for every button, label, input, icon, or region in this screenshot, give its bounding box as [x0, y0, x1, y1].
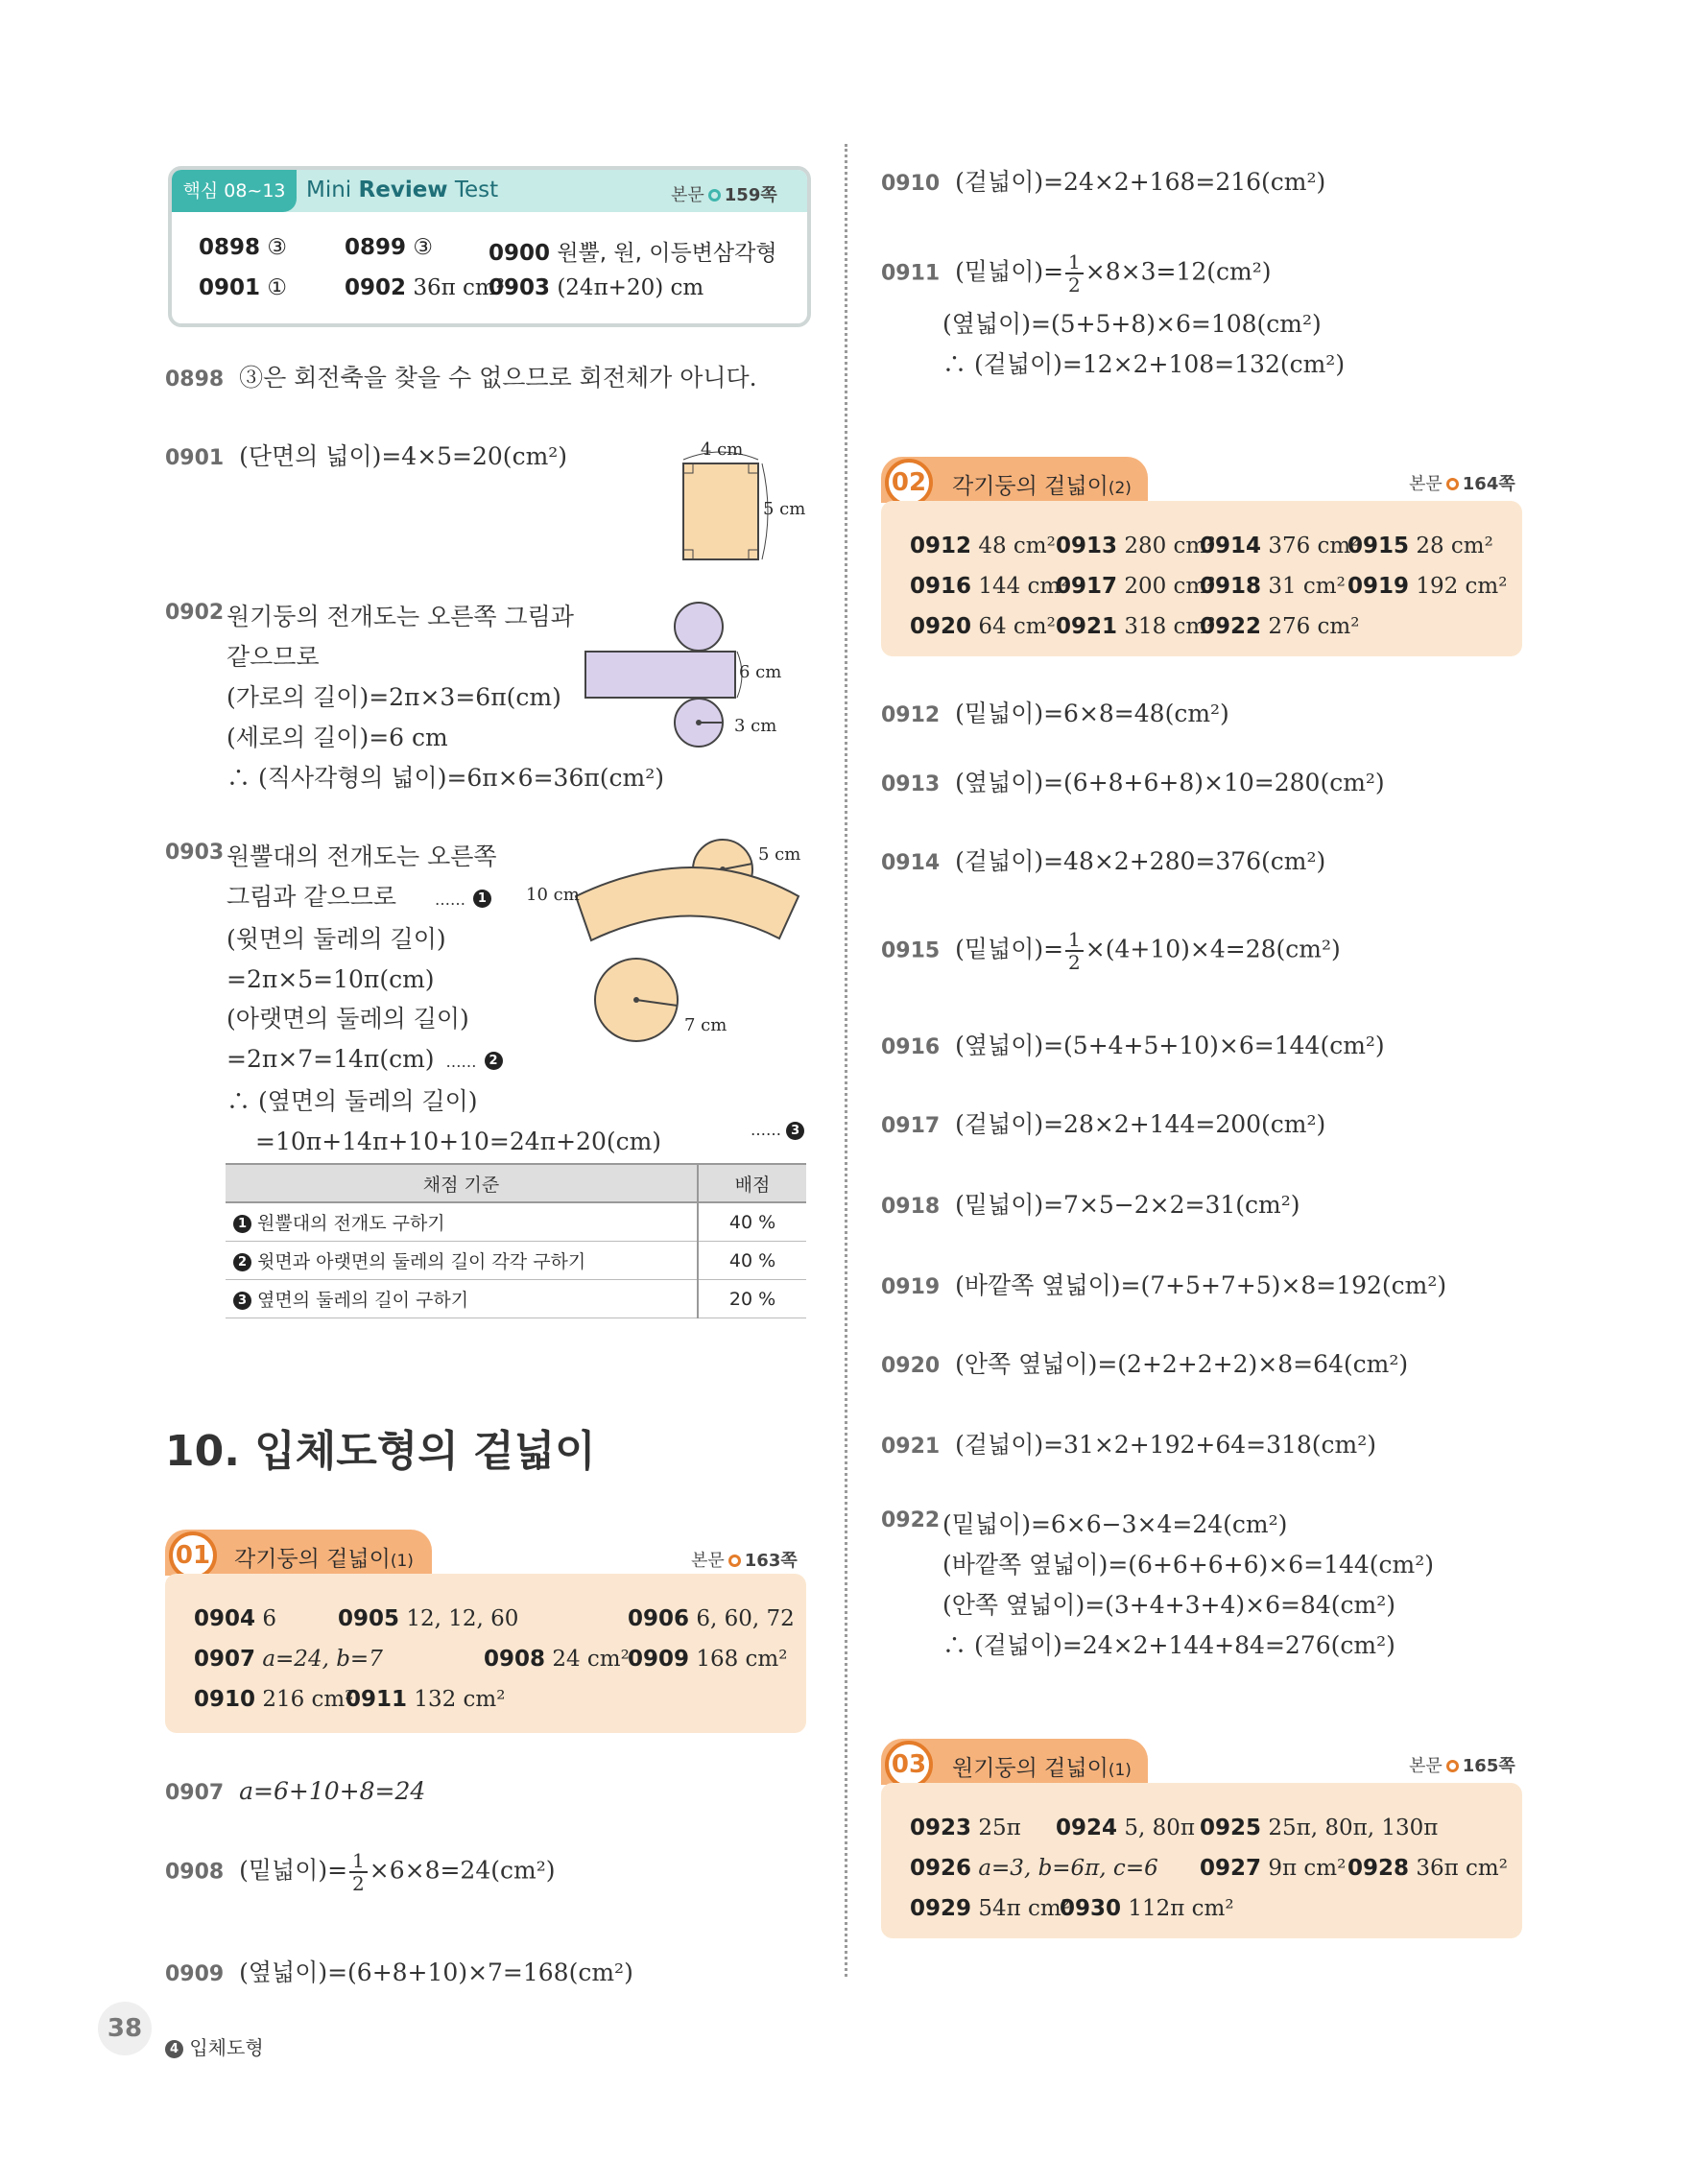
table-row [226, 1242, 806, 1280]
score-cell: 40 % [698, 1242, 806, 1280]
step-mark-2: 2 [485, 1052, 503, 1070]
answer-0902 [345, 275, 505, 300]
answer-0908 [484, 1647, 630, 1672]
solution-0920 [881, 1345, 1408, 1380]
answer-num: 0920 [910, 614, 972, 639]
answer-num: 0906 [628, 1606, 690, 1631]
solution-line: =2π×7=14π(cm) [227, 1044, 435, 1073]
table-header-row [226, 1164, 806, 1202]
answer-value: ③ [267, 235, 287, 260]
fig-slant-label: 10 cm [526, 885, 580, 905]
answer-0907 [194, 1647, 383, 1672]
section01-title [234, 1541, 414, 1573]
step-mark-1: 1 [473, 890, 491, 908]
numerator: 1 [349, 1850, 368, 1873]
solution-0916 [881, 1027, 1385, 1061]
fraction [349, 1850, 368, 1894]
mini-review-box [168, 166, 811, 327]
answer-num: 0929 [910, 1896, 972, 1921]
solution-line: (세로의 길이)=6 cm [227, 724, 448, 751]
mini-review-page-ref [671, 181, 777, 206]
section-title-sub: (1) [1108, 1761, 1132, 1780]
criteria-cell [226, 1202, 698, 1242]
solution-num: 0898 [165, 368, 225, 392]
solution-0922-lines [942, 1505, 1434, 1666]
scoring-table [226, 1163, 806, 1318]
answer-num: 0913 [1056, 534, 1118, 558]
answer-0917 [1056, 574, 1215, 599]
answer-num: 0907 [194, 1647, 256, 1672]
answer-num: 0904 [194, 1606, 256, 1631]
answer-num: 0924 [1056, 1816, 1118, 1840]
solution-line: 원기둥의 전개도는 오른쪽 그림과 [227, 603, 574, 630]
solution-num: 0913 [881, 772, 941, 796]
arrow-circle-icon [1446, 478, 1459, 490]
fig-width-label: 4 cm [701, 439, 744, 460]
solution-num: 0901 [165, 446, 225, 470]
numerator: 1 [1065, 251, 1084, 274]
solution-num: 0918 [881, 1195, 941, 1219]
answer-0901 [199, 275, 287, 300]
answer-0922 [1200, 614, 1359, 639]
solution-line: (밑넓이)=6×6−3×4=24(cm²) [942, 1510, 1288, 1538]
section-title-sub: (2) [1108, 479, 1132, 498]
answer-value: 6 [262, 1606, 276, 1631]
answer-num: 0925 [1200, 1816, 1262, 1840]
score-cell: 20 % [698, 1280, 806, 1318]
answer-value: a=24, b=7 [262, 1647, 383, 1672]
answer-value: 5, 80π [1124, 1816, 1195, 1840]
ref-label: 본문 [671, 185, 704, 205]
answer-0909 [628, 1647, 787, 1672]
solution-text: (겉넓이)=31×2+192+64=318(cm²) [955, 1431, 1377, 1459]
section-title-text: 원기둥의 겉넓이 [952, 1756, 1109, 1781]
criteria-text: 윗면과 아랫면의 둘레의 길이 각각 구하기 [257, 1251, 586, 1272]
solution-num: 0916 [881, 1035, 941, 1059]
solution-text: (옆넓이)=(6+8+6+8)×10=280(cm²) [955, 769, 1385, 796]
solution-0911-line2: (옆넓이)=(5+5+8)×6=108(cm²) [942, 310, 1322, 338]
answer-0923 [910, 1816, 1021, 1840]
answer-value: 64 cm² [978, 614, 1056, 639]
answer-num: 0918 [1200, 574, 1262, 599]
numerator: 1 [1065, 929, 1084, 952]
table-row [226, 1202, 806, 1242]
answer-num: 0905 [338, 1606, 400, 1631]
section03-title [952, 1750, 1132, 1782]
denominator: 2 [1068, 273, 1081, 297]
answer-0924 [1056, 1816, 1195, 1840]
answer-value: 200 cm² [1124, 574, 1216, 599]
fig-bottom-radius-label: 7 cm [684, 1015, 727, 1035]
answer-num: 0903 [489, 275, 551, 300]
lateral-sector-band [576, 867, 799, 940]
chapter-mark: 4 [165, 2040, 183, 2058]
fraction [1065, 251, 1084, 296]
solution-text: (안쪽 옆넓이)=(2+2+2+2)×8=64(cm²) [955, 1350, 1409, 1378]
solution-text: ③은 회전축을 찾을 수 없으므로 회전체가 아니다. [239, 364, 757, 392]
solution-0919 [881, 1267, 1446, 1301]
fig-radius-label: 3 cm [734, 716, 777, 736]
answer-num: 0914 [1200, 534, 1262, 558]
criteria-cell [226, 1280, 698, 1318]
answer-0927 [1200, 1856, 1346, 1881]
mini-title-bold: Review [358, 178, 448, 202]
answer-num: 0908 [484, 1647, 546, 1672]
solution-text: (단면의 넓이)=4×5=20(cm²) [239, 442, 568, 470]
answer-value: 31 cm² [1268, 574, 1346, 599]
solution-0918 [881, 1186, 1300, 1221]
solution-num: 0911 [881, 261, 941, 286]
section01-page-ref [691, 1547, 798, 1572]
solution-line: ∴ (직사각형의 넓이)=6π×6=36π(cm²) [227, 764, 665, 792]
solution-num: 0912 [881, 703, 941, 727]
step-mark: 1 [233, 1215, 251, 1233]
fraction [1065, 929, 1084, 973]
answer-num: 0902 [345, 275, 407, 300]
answer-num: 0912 [910, 534, 972, 558]
solution-line: (윗면의 둘레의 길이) [227, 925, 446, 953]
answer-num: 0930 [1060, 1896, 1122, 1921]
solution-0902-num [165, 597, 224, 625]
arrow-circle-icon [728, 1555, 741, 1567]
solution-num: 0919 [881, 1275, 941, 1299]
answer-0910 [194, 1687, 353, 1712]
solution-text: (밑넓이)= [239, 1856, 348, 1885]
ref-page: 159쪽 [724, 185, 777, 205]
answer-value: ③ [413, 235, 433, 260]
step-mark-3: 3 [786, 1122, 804, 1140]
header-score: 배점 [698, 1164, 806, 1202]
answer-num: 0916 [910, 574, 972, 599]
solution-text: (옆넓이)=(6+8+10)×7=168(cm²) [239, 1958, 633, 1986]
answer-value: 216 cm² [262, 1687, 354, 1712]
answer-value: 28 cm² [1416, 534, 1493, 558]
column-divider [845, 144, 847, 1977]
solution-0903-num [165, 837, 224, 865]
dots: …… [445, 1052, 477, 1071]
solution-0915 [881, 929, 1341, 973]
answer-0926 [910, 1856, 1158, 1881]
solution-0910 [881, 163, 1325, 198]
solution-0921 [881, 1426, 1376, 1460]
answer-value: 12, 12, 60 [406, 1606, 519, 1631]
answer-num: 0922 [1200, 614, 1262, 639]
answer-num: 0926 [910, 1856, 972, 1881]
fig-height-label: 5 cm [763, 499, 806, 519]
step-mark: 2 [233, 1253, 251, 1271]
answer-0913 [1056, 534, 1215, 558]
answer-value: 25π [978, 1816, 1021, 1840]
solution-0909 [165, 1954, 633, 1988]
solution-0911 [881, 251, 1271, 296]
answer-value: 192 cm² [1416, 574, 1508, 599]
answer-num: 0900 [489, 241, 551, 266]
mini-title-prefix: Mini [306, 178, 359, 202]
answer-num: 0919 [1347, 574, 1410, 599]
answer-0911 [346, 1687, 505, 1712]
solution-line: (아랫면의 둘레의 길이) [227, 1005, 469, 1033]
answer-value: 36π cm² [1416, 1856, 1508, 1881]
arrow-circle-icon [708, 189, 721, 202]
section03-page-ref [1409, 1752, 1515, 1777]
solution-line: ∴ (옆면의 둘레의 길이) [227, 1087, 478, 1115]
answer-num: 0927 [1200, 1856, 1262, 1881]
answer-0920 [910, 614, 1056, 639]
answer-0899 [345, 235, 433, 260]
answer-value: a=3, b=6π, c=6 [978, 1856, 1158, 1881]
solution-num: 0921 [881, 1435, 941, 1459]
solution-text: (겉넓이)=24×2+168=216(cm²) [955, 168, 1326, 196]
solution-0901 [165, 438, 567, 472]
answer-0905 [338, 1606, 518, 1631]
solution-text: ×8×3=12(cm²) [1085, 257, 1272, 286]
answer-0906 [628, 1606, 795, 1631]
solution-text: a=6+10+8=24 [239, 1777, 426, 1805]
solution-num: 0902 [165, 601, 225, 625]
answer-value: 318 cm² [1124, 614, 1216, 639]
answer-num: 0909 [628, 1647, 690, 1672]
solution-text: (겉넓이)=28×2+144=200(cm²) [955, 1110, 1326, 1138]
criteria-cell [226, 1242, 698, 1280]
solution-0908 [165, 1850, 555, 1894]
dots: …… [751, 1121, 781, 1139]
mini-title-suffix: Test [447, 178, 499, 202]
center-dot [696, 720, 702, 725]
solution-0922-num [881, 1505, 940, 1532]
lateral-rectangle [585, 652, 735, 698]
solution-line: (안쪽 옆넓이)=(3+4+3+4)×6=84(cm²) [942, 1591, 1395, 1619]
answer-value: 132 cm² [414, 1687, 506, 1712]
answer-0914 [1200, 534, 1359, 558]
mini-review-title [306, 178, 498, 202]
answer-value: 6, 60, 72 [696, 1606, 795, 1631]
answer-value: 24 cm² [552, 1647, 630, 1672]
solution-line: =10π+14π+10+10=24π+20(cm) [255, 1127, 662, 1155]
section01-answer-card [165, 1574, 806, 1733]
solution-num: 0915 [881, 938, 941, 963]
solution-num: 0910 [881, 172, 941, 196]
ref-page: 165쪽 [1462, 1756, 1515, 1776]
footer-chapter [165, 2032, 264, 2060]
solution-num: 0920 [881, 1354, 941, 1378]
section02-page-ref [1409, 470, 1515, 495]
solution-line: 같으므로 [227, 643, 320, 671]
ref-label: 본문 [691, 1551, 725, 1571]
ref-label: 본문 [1409, 1756, 1443, 1776]
ref-label: 본문 [1409, 474, 1443, 494]
answer-value: 25π, 80π, 130π [1268, 1816, 1439, 1840]
table-row [226, 1280, 806, 1318]
denominator: 2 [1068, 951, 1081, 974]
fig-height-label: 6 cm [739, 662, 782, 682]
solution-text: ×6×8=24(cm²) [369, 1856, 556, 1885]
answer-num: 0915 [1347, 534, 1410, 558]
solution-num: 0907 [165, 1781, 225, 1805]
answer-value: 280 cm² [1124, 534, 1216, 558]
solution-0912 [881, 695, 1229, 729]
section02-answer-card [881, 501, 1522, 656]
solution-num: 0917 [881, 1114, 941, 1138]
answer-value: 376 cm² [1268, 534, 1360, 558]
section01-number: 01 [169, 1531, 217, 1579]
step-mark: 3 [233, 1292, 251, 1310]
solution-text: (밑넓이)=6×8=48(cm²) [955, 700, 1229, 727]
answer-num: 0898 [199, 235, 261, 260]
solution-num: 0909 [165, 1962, 225, 1986]
solution-line: ∴ (겉넓이)=24×2+144+84=276(cm²) [942, 1631, 1395, 1659]
answer-0928 [1347, 1856, 1508, 1881]
solution-line: 그림과 같으므로 [227, 882, 396, 911]
answer-num: 0928 [1347, 1856, 1410, 1881]
step-mark-3-row [751, 1121, 804, 1140]
section03-answer-card [881, 1783, 1522, 1938]
chapter-name: 입체도형 [189, 2036, 264, 2059]
top-circle [675, 603, 723, 651]
rect-shape [683, 463, 758, 559]
section03-number: 03 [885, 1741, 933, 1789]
answer-value: 원뿔, 원, 이등변삼각형 [557, 241, 777, 266]
chapter-heading: 10. 입체도형의 겉넓이 [165, 1427, 596, 1476]
answer-value: 276 cm² [1268, 614, 1360, 639]
answer-0916 [910, 574, 1069, 599]
solution-num: 0922 [881, 1508, 941, 1532]
answer-value: ① [267, 275, 287, 300]
answer-value: 112π cm² [1128, 1896, 1234, 1921]
criteria-text: 옆면의 둘레의 길이 구하기 [257, 1290, 469, 1311]
answer-0919 [1347, 574, 1507, 599]
section02-title [952, 468, 1132, 500]
solution-text: (밑넓이)=7×5−2×2=31(cm²) [955, 1191, 1300, 1219]
answer-num: 0923 [910, 1816, 972, 1840]
answer-value: 144 cm² [978, 574, 1070, 599]
solution-0917 [881, 1105, 1325, 1140]
answer-num: 0911 [346, 1687, 408, 1712]
answer-num: 0910 [194, 1687, 256, 1712]
solution-num: 0903 [165, 841, 225, 865]
header-criteria: 채점 기준 [226, 1164, 698, 1202]
answer-0921 [1056, 614, 1215, 639]
answer-num: 0921 [1056, 614, 1118, 639]
answer-0912 [910, 534, 1056, 558]
answer-0915 [1347, 534, 1493, 558]
solution-0898 [165, 359, 757, 393]
solution-text: ×(4+10)×4=28(cm²) [1085, 935, 1341, 963]
section-title-sub: (1) [390, 1552, 414, 1571]
solution-text: (겉넓이)=48×2+280=376(cm²) [955, 847, 1326, 875]
answer-value: 168 cm² [696, 1647, 788, 1672]
dots: …… [435, 890, 465, 909]
answer-value: 54π cm² [978, 1896, 1070, 1921]
solution-line: (가로의 길이)=2π×3=6π(cm) [227, 683, 561, 711]
solution-0914 [881, 843, 1325, 877]
answer-0930 [1060, 1896, 1234, 1921]
solution-0907 [165, 1777, 425, 1805]
solution-text: (바깥쪽 옆넓이)=(7+5+7+5)×8=192(cm²) [955, 1271, 1447, 1299]
solution-text: (밑넓이)= [955, 257, 1064, 286]
answer-num: 0917 [1056, 574, 1118, 599]
ref-page: 163쪽 [744, 1551, 798, 1571]
answer-0925 [1200, 1816, 1438, 1840]
fig-top-radius-label: 5 cm [758, 844, 801, 865]
answer-0918 [1200, 574, 1346, 599]
solution-num: 0908 [165, 1860, 225, 1885]
solution-num: 0914 [881, 851, 941, 875]
section-title-text: 각기둥의 겉넓이 [952, 474, 1109, 499]
answer-num: 0901 [199, 275, 261, 300]
solution-line: 원뿔대의 전개도는 오른쪽 [227, 843, 497, 870]
solution-text: (옆넓이)=(5+4+5+10)×6=144(cm²) [955, 1032, 1385, 1059]
answer-num: 0899 [345, 235, 407, 260]
answer-value: 36π cm² [413, 275, 505, 300]
answer-0903 [489, 275, 703, 300]
solution-text: (밑넓이)= [955, 935, 1064, 963]
solution-0913 [881, 764, 1385, 798]
answer-value: (24π+20) cm [557, 275, 704, 300]
solution-line: =2π×5=10π(cm) [227, 964, 435, 993]
answer-0900 [489, 235, 777, 267]
section-title-text: 각기둥의 겉넓이 [234, 1547, 391, 1572]
center-dot [633, 997, 639, 1003]
answer-value: 48 cm² [978, 534, 1056, 558]
score-cell: 40 % [698, 1202, 806, 1242]
answer-0898 [199, 235, 287, 260]
answer-value: 9π cm² [1268, 1856, 1347, 1881]
arrow-circle-icon [1446, 1760, 1459, 1772]
answer-0929 [910, 1896, 1070, 1921]
solution-0911-line3: ∴ (겉넓이)=12×2+108=132(cm²) [942, 350, 1346, 378]
solution-line: (바깥쪽 옆넓이)=(6+6+6+6)×6=144(cm²) [942, 1551, 1435, 1579]
criteria-text: 원뿔대의 전개도 구하기 [257, 1213, 445, 1234]
denominator: 2 [352, 1872, 365, 1895]
mini-review-tag: 핵심 08~13 [172, 170, 297, 212]
section02-number: 02 [885, 459, 933, 507]
page-number: 38 [98, 2002, 152, 2055]
answer-0904 [194, 1606, 276, 1631]
ref-page: 164쪽 [1462, 474, 1515, 494]
